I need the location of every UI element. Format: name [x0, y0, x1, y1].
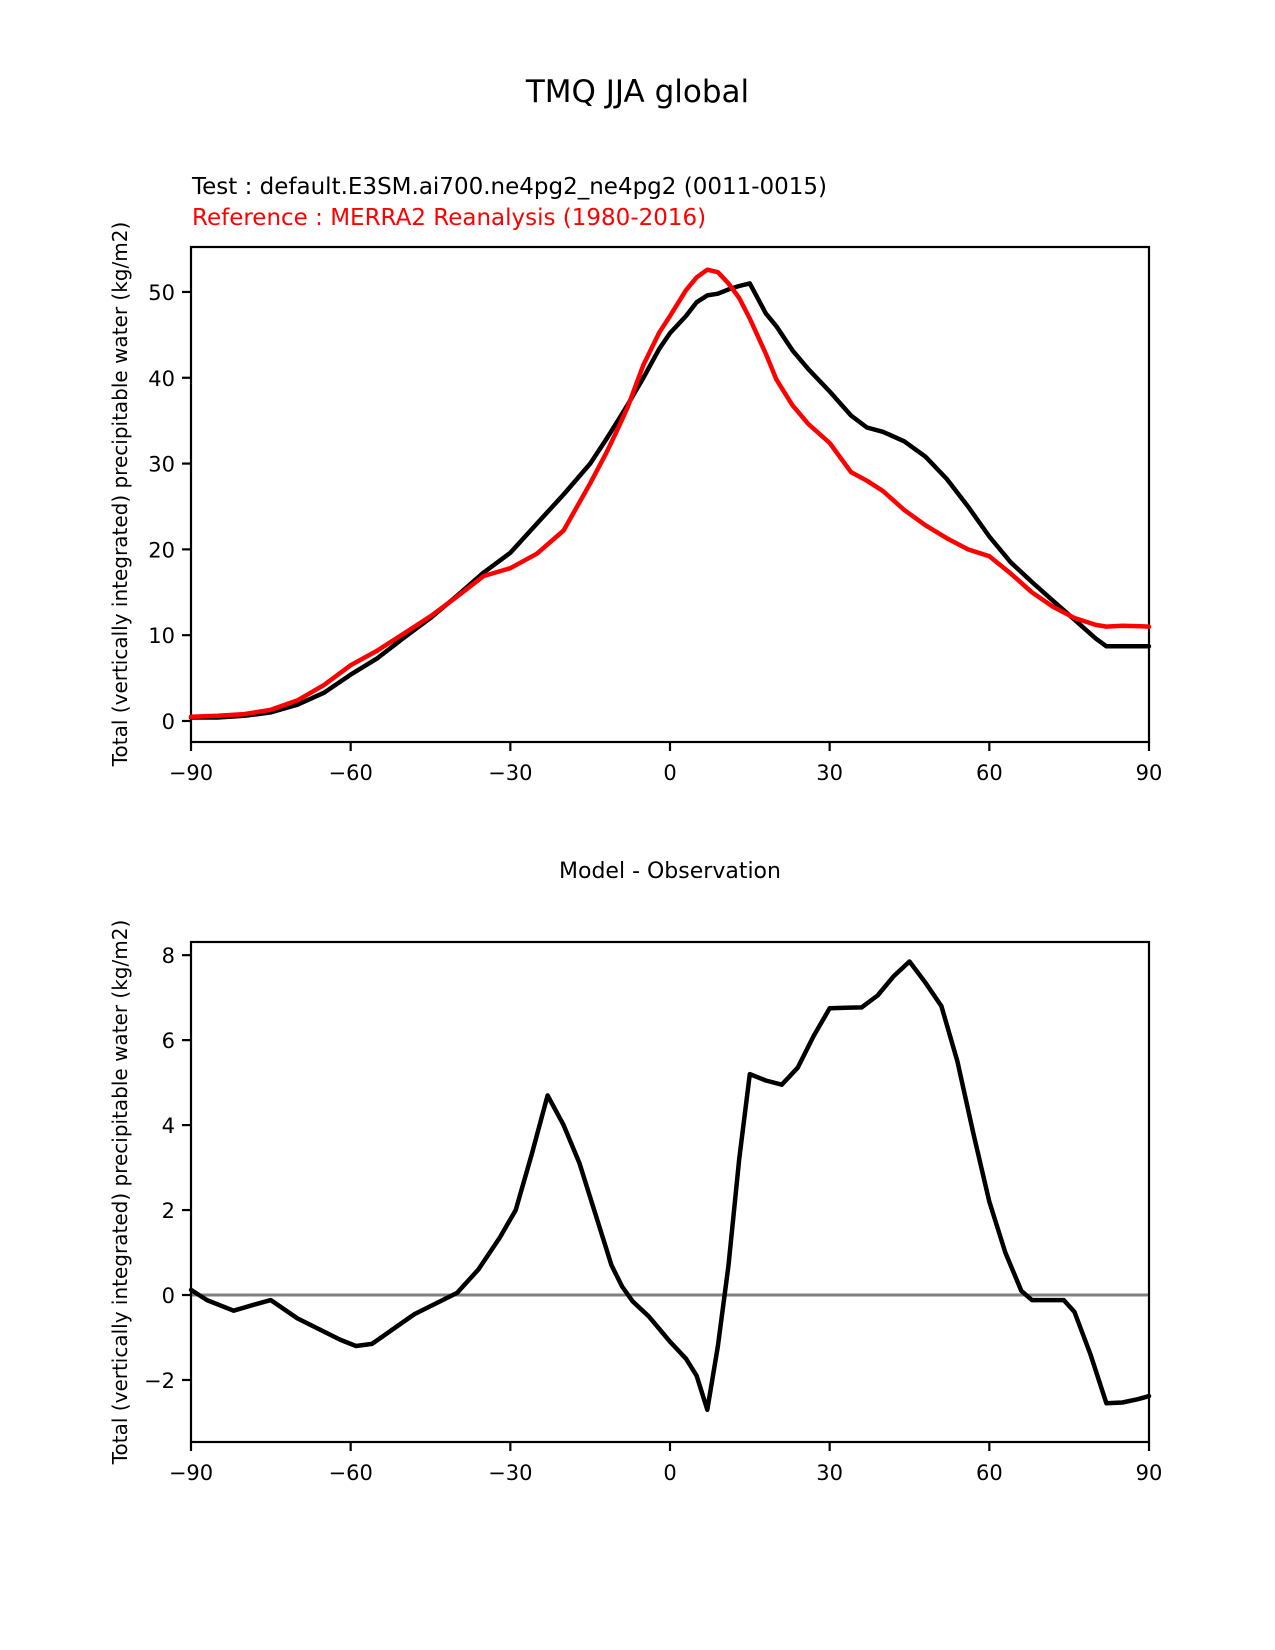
- x-tick-label: 0: [663, 1461, 677, 1485]
- x-tick-label: −30: [488, 761, 533, 785]
- y-tick-label: 20: [148, 538, 175, 563]
- difference-curve: [191, 962, 1149, 1410]
- test-curve: [191, 283, 1149, 717]
- x-tick-label: 60: [975, 1461, 1003, 1485]
- plot-frame: [191, 942, 1149, 1442]
- test-subtitle: Test : default.E3SM.ai700.ne4pg2_ne4pg2 (0011-0015): [192, 174, 828, 200]
- y-tick-label: 0: [161, 709, 175, 734]
- x-tick-label: −90: [168, 761, 214, 785]
- top-plot-ylabel: Total (vertically integrated) precipitable water (kg/m2): [108, 221, 132, 767]
- bottom-plot-title: Model - Observation: [559, 859, 781, 884]
- x-tick-label: 90: [1135, 1461, 1163, 1485]
- x-tick-label: −60: [328, 761, 373, 785]
- x-tick-label: 0: [663, 761, 677, 785]
- x-tick-label: −30: [488, 1461, 533, 1485]
- reference-subtitle: Reference : MERRA2 Reanalysis (1980-2016): [192, 205, 707, 231]
- bottom-plot: [144, 942, 1162, 1485]
- x-tick-label: 60: [975, 761, 1003, 785]
- x-tick-label: 30: [816, 761, 844, 785]
- top-plot: [148, 247, 1162, 785]
- y-tick-label: 4: [161, 1114, 175, 1139]
- y-tick-label: 0: [161, 1284, 175, 1309]
- x-tick-label: −60: [328, 1461, 373, 1485]
- page-title: TMQ JJA global: [525, 74, 750, 110]
- y-tick-label: 6: [161, 1029, 175, 1054]
- y-tick-label: 8: [161, 944, 175, 969]
- y-tick-label: 50: [148, 280, 175, 305]
- y-tick-label: 40: [148, 366, 175, 391]
- x-tick-label: 90: [1135, 761, 1163, 785]
- y-tick-label: 2: [161, 1199, 175, 1224]
- y-tick-label: −2: [144, 1368, 175, 1393]
- y-tick-label: 30: [148, 452, 175, 477]
- x-tick-label: −90: [168, 1461, 214, 1485]
- bottom-plot-ylabel: Total (vertically integrated) precipitable water (kg/m2): [108, 919, 132, 1465]
- x-tick-label: 30: [816, 1461, 844, 1485]
- y-tick-label: 10: [148, 624, 175, 649]
- plot-frame: [191, 247, 1149, 742]
